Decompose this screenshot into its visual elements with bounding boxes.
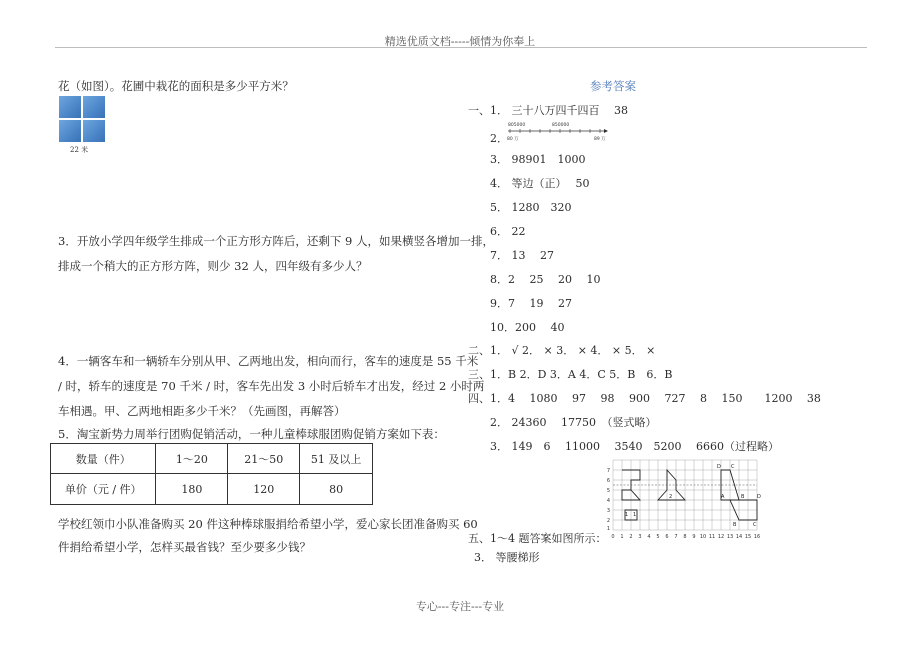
svg-text:2: 2 — [669, 494, 673, 500]
answer-2: 二、1． √ 2． × 3． × 4． × 5． × — [468, 344, 656, 357]
table-cell: 单价（元 / 件） — [51, 474, 156, 505]
grid-y-labels — [607, 468, 610, 532]
svg-text:7: 7 — [606, 468, 610, 474]
q4-line-2: / 时，轿车的速度是 70 千米 / 时，客车先出发 3 小时后轿车才出发，经过 2 小时两 — [58, 379, 485, 393]
header-divider — [55, 47, 867, 48]
q2-tail-text: 花（如图）。花圃中栽花的面积是多少平方米？ — [58, 79, 294, 93]
table-cell: 80 — [300, 474, 373, 505]
answer-4-3: 3． 149 6 11000 3540 5200 6660（过程略） — [490, 440, 779, 453]
svg-text:B: B — [741, 494, 745, 500]
svg-text:10: 10 — [699, 534, 707, 540]
answer-1-6: 6． 22 — [490, 225, 526, 238]
svg-text:A: A — [721, 494, 725, 500]
table-cell: 1～20 — [156, 444, 228, 474]
answer-4-2: 2． 24360 17750 （竖式略） — [490, 416, 657, 429]
svg-text:C: C — [731, 464, 735, 470]
page-footer: 专心---专注---专业 — [415, 600, 505, 613]
answer-grid-figure — [603, 458, 768, 540]
grid-x-labels — [611, 534, 760, 540]
answer-4-1: 四、1．4 1080 97 98 900 727 8 150 1200 38 — [468, 392, 821, 405]
q4-line-3: 车相遇。甲、乙两地相距多少千米？（先画图，再解答） — [58, 404, 346, 418]
q3-line-2: 排成一个稍大的正方形方阵，则少 32 人，四年级有多少人？ — [58, 259, 368, 273]
answer-1-10: 10．200 40 — [490, 321, 565, 334]
svg-text:8: 8 — [683, 534, 687, 540]
numline-label-b: 850000 — [552, 123, 570, 128]
svg-text:6: 6 — [665, 534, 669, 540]
svg-text:5: 5 — [606, 488, 610, 494]
q4-line-1: 4．一辆客车和一辆轿车分别从甲、乙两地出发，相向而行，客车的速度是 55 千米 — [58, 354, 479, 368]
svg-text:D: D — [757, 494, 761, 500]
q5-line-2: 学校红领巾小队准备购买 20 件这种棒球服捐给希望小学，爱心家长团准备购买 60 — [58, 517, 478, 531]
svg-text:1: 1 — [606, 526, 610, 532]
garden-plot-1 — [59, 96, 81, 118]
svg-text:0: 0 — [611, 534, 615, 540]
svg-text:5: 5 — [656, 534, 660, 540]
table-cell: 180 — [156, 474, 228, 505]
q5-line-1: 5．淘宝新势力周举行团购促销活动，一种儿童棒球服团购促销方案如下表： — [58, 427, 445, 441]
grid-lines — [613, 460, 757, 530]
answer-1-8: 8．2 25 20 10 — [490, 273, 601, 286]
q5-line-3: 件捐给希望小学，怎样买最省钱？至少要多少钱？ — [58, 540, 311, 554]
svg-text:1: 1 — [633, 512, 637, 518]
numline-arrow — [604, 129, 608, 133]
svg-text:1: 1 — [620, 534, 624, 540]
svg-text:14: 14 — [735, 534, 743, 540]
table-cell: 21～50 — [228, 444, 300, 474]
svg-text:3: 3 — [638, 534, 642, 540]
table-row — [51, 474, 373, 505]
number-line-figure — [504, 120, 608, 142]
answer-5-1: 五、1～4 题答案如图所示： — [468, 532, 607, 545]
svg-text:D: D — [717, 464, 721, 470]
page-header: 精选优质文档-----倾情为你奉上 — [384, 35, 536, 48]
garden-plot-3 — [59, 120, 81, 142]
answers-title: 参考答案 — [590, 79, 636, 93]
answer-1-4: 4． 等边（正） 50 — [490, 177, 590, 190]
garden-figure — [58, 95, 106, 143]
numline-label-a: 805000 — [508, 123, 526, 128]
table-cell: 120 — [228, 474, 300, 505]
answer-1-3: 3． 98901 1000 — [490, 153, 586, 166]
svg-text:15: 15 — [744, 534, 752, 540]
svg-text:B: B — [733, 522, 737, 528]
svg-text:4: 4 — [647, 534, 651, 540]
svg-text:6: 6 — [606, 478, 610, 484]
answer-1-7: 7． 13 27 — [490, 249, 554, 262]
svg-text:3: 3 — [606, 508, 610, 514]
svg-text:C: C — [753, 522, 757, 528]
svg-text:12: 12 — [717, 534, 725, 540]
answer-1-1: 一、1． 三十八万四千四百 38 — [468, 104, 628, 117]
garden-plot-2 — [83, 96, 105, 118]
svg-text:2: 2 — [606, 518, 610, 524]
answer-5-3: 3． 等腰梯形 — [474, 551, 540, 564]
grid-shape-labels — [625, 464, 761, 528]
table-cell: 数量（件） — [51, 444, 156, 474]
svg-text:2: 2 — [629, 534, 633, 540]
answer-1-2: 2． — [490, 132, 508, 145]
answer-1-5: 5． 1280 320 — [490, 201, 572, 214]
svg-text:11: 11 — [708, 534, 716, 540]
answer-1-9: 9．7 19 27 — [490, 297, 572, 310]
svg-text:4: 4 — [606, 498, 610, 504]
q3-line-1: 3．开放小学四年级学生排成一个正方形方阵后，还剩下 9 人，如果横竖各增加一排， — [58, 234, 494, 248]
svg-text:7: 7 — [674, 534, 678, 540]
garden-size-label: 22 米 — [70, 146, 89, 154]
svg-text:16: 16 — [753, 534, 761, 540]
garden-plot-4 — [83, 120, 105, 142]
svg-text:1: 1 — [625, 512, 629, 518]
table-cell: 51 及以上 — [300, 444, 373, 474]
numline-right-tick: 89 万 — [594, 137, 606, 142]
svg-text:9: 9 — [692, 534, 696, 540]
grid-shapes — [622, 470, 757, 520]
svg-text:13: 13 — [726, 534, 734, 540]
price-table — [50, 443, 373, 505]
numline-left-tick: 80 万 — [507, 137, 519, 142]
table-row — [51, 444, 373, 474]
answer-3: 三、1．B 2．D 3．A 4．C 5．B 6．B — [468, 368, 673, 381]
